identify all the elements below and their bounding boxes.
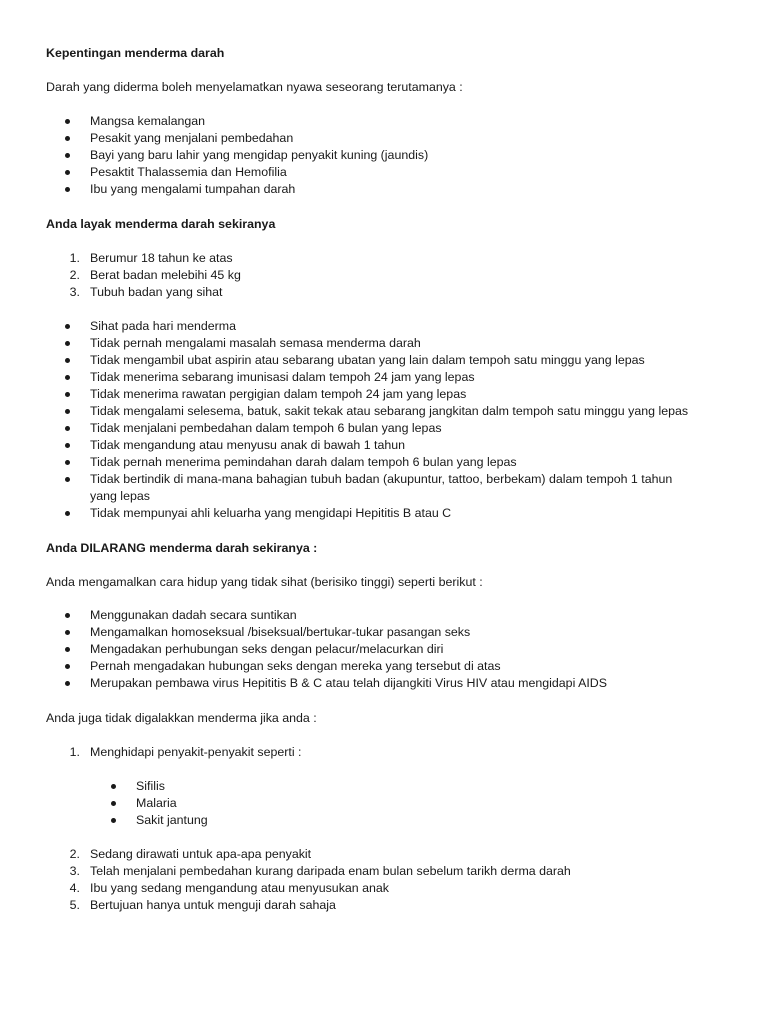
intro-paragraph-3: Anda mengamalkan cara hidup yang tidak sihat (berisiko tinggi) seperti berikut :	[46, 575, 483, 589]
item-text: Berat badan melebihi 45 kg	[90, 268, 241, 282]
numbered-list-discouraged-rest	[46, 846, 571, 914]
numbered-item	[46, 250, 241, 267]
list-item: Tidak mempunyai ahli keluarha yang mengidapi Hepititis B atau C	[46, 505, 688, 522]
list-item: Merupakan pembawa virus Hepititis B & C atau telah dijangkiti Virus HIV atau mengidapi AIDS	[46, 675, 607, 692]
numbered-item	[46, 863, 571, 880]
numbered-list-eligibility	[46, 250, 241, 301]
item-number: 3.	[69, 285, 80, 299]
list-item: Tidak mengandung atau menyusu anak di bawah 1 tahun	[46, 437, 688, 454]
list-item: Tidak mengambil ubat aspirin atau sebarang ubatan yang lain dalam tempoh satu minggu yang lepas	[46, 352, 688, 369]
list-item: Mengadakan perhubungan seks dengan pelacur/melacurkan diri	[46, 641, 607, 658]
item-number: 1.	[69, 251, 80, 265]
list-item: Pesakit yang menjalani pembedahan	[46, 130, 428, 147]
list-item: Bayi yang baru lahir yang mengidap penyakit kuning (jaundis)	[46, 147, 428, 164]
list-item: Tidak pernah mengalami masalah semasa menderma darah	[46, 335, 688, 352]
list-item-text: Tidak bertindik di mana-mana bahagian tubuh badan (akupuntur, tattoo, berbekam) dalam tempoh 1 tahun	[90, 472, 673, 486]
list-item: Menggunakan dadah secara suntikan	[46, 607, 607, 624]
item-number: 3.	[69, 864, 80, 878]
list-item: Tidak menerima sebarang imunisasi dalam tempoh 24 jam yang lepas	[46, 369, 688, 386]
numbered-item	[46, 267, 241, 284]
intro-paragraph-1: Darah yang diderma boleh menyelamatkan nyawa seseorang terutamanya :	[46, 80, 463, 94]
list-item: Sifilis	[46, 778, 208, 795]
list-item: Sihat pada hari menderma	[46, 318, 688, 335]
list-item: Mengamalkan homoseksual /biseksual/bertukar-tukar pasangan seks	[46, 624, 607, 641]
intro-paragraph-4: Anda juga tidak digalakkan menderma jika anda :	[46, 711, 317, 725]
item-text: Sedang dirawati untuk apa-apa penyakit	[90, 847, 312, 861]
list-item-continuation: yang lepas	[90, 489, 150, 503]
numbered-list-discouraged-first	[46, 744, 301, 761]
item-text: Tubuh badan yang sihat	[90, 285, 223, 299]
numbered-item	[46, 880, 571, 897]
item-text: Telah menjalani pembedahan kurang daripada enam bulan sebelum tarikh derma darah	[90, 864, 571, 878]
item-number: 2.	[69, 847, 80, 861]
list-item: Ibu yang mengalami tumpahan darah	[46, 181, 428, 198]
heading-dilarang: Anda DILARANG menderma darah sekiranya :	[46, 541, 318, 555]
numbered-item	[46, 284, 241, 301]
list-item: Tidak menerima rawatan pergigian dalam tempoh 24 jam yang lepas	[46, 386, 688, 403]
item-number: 5.	[69, 898, 80, 912]
list-item: Malaria	[46, 795, 208, 812]
item-text: Ibu yang sedang mengandung atau menyusukan anak	[90, 881, 389, 895]
item-text: Bertujuan hanya untuk menguji darah sahaja	[90, 898, 336, 912]
item-text: Menghidapi penyakit-penyakit seperti :	[90, 745, 302, 759]
list-item: Pernah mengadakan hubungan seks dengan mereka yang tersebut di atas	[46, 658, 607, 675]
numbered-item	[46, 744, 301, 761]
heading-layak: Anda layak menderma darah sekiranya	[46, 217, 276, 231]
sublist-diseases	[46, 778, 208, 829]
item-text: Berumur 18 tahun ke atas	[90, 251, 233, 265]
list-conditions	[46, 318, 688, 522]
list-item: Mangsa kemalangan	[46, 113, 428, 130]
list-item: Sakit jantung	[46, 812, 208, 829]
item-number: 2.	[69, 268, 80, 282]
list-recipients	[46, 113, 428, 198]
item-number: 4.	[69, 881, 80, 895]
list-high-risk	[46, 607, 607, 692]
list-item: Tidak mengalami selesema, batuk, sakit tekak atau sebarang jangkitan dalm tempoh satu minggu yang lepas	[46, 403, 688, 420]
list-item	[46, 471, 688, 505]
list-item: Tidak pernah menerima pemindahan darah dalam tempoh 6 bulan yang lepas	[46, 454, 688, 471]
heading-kepentingan: Kepentingan menderma darah	[46, 46, 225, 60]
list-item: Pesaktit Thalassemia dan Hemofilia	[46, 164, 428, 181]
list-item: Tidak menjalani pembedahan dalam tempoh 6 bulan yang lepas	[46, 420, 688, 437]
item-number: 1.	[69, 745, 80, 759]
numbered-item	[46, 897, 571, 914]
numbered-item	[46, 846, 571, 863]
